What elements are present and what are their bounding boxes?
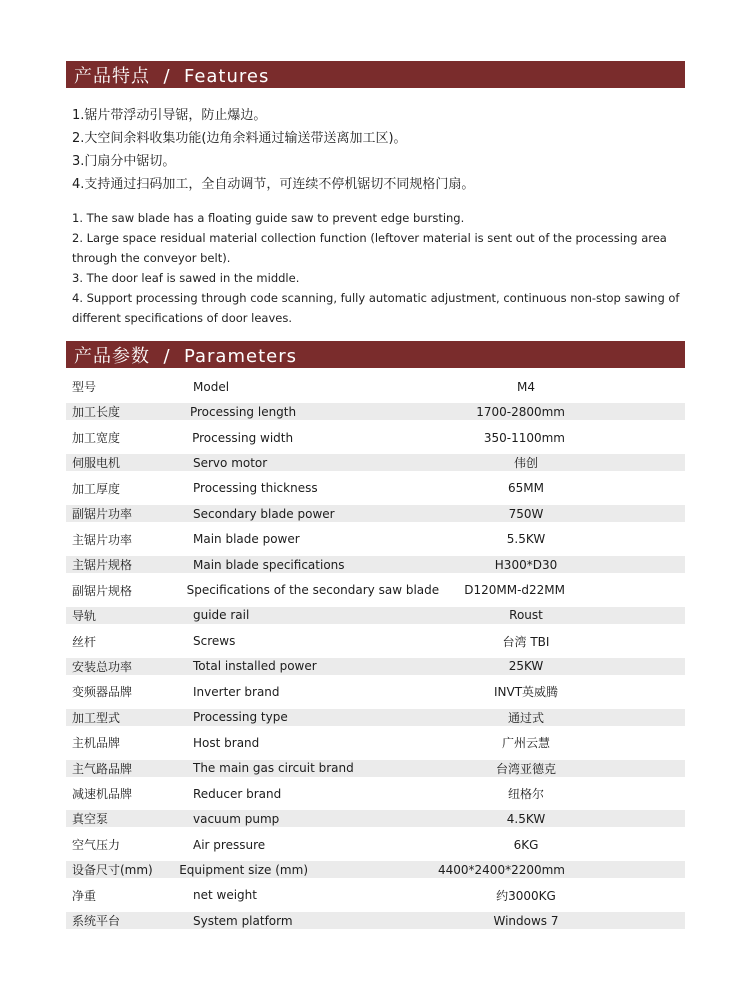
feature-zh-item: 1.锯片带浮动引导锯，防止爆边。 bbox=[72, 108, 267, 123]
param-name-zh: 空气压力 bbox=[72, 838, 121, 853]
table-row bbox=[66, 912, 685, 929]
param-value: M4 bbox=[517, 379, 535, 394]
param-value: 5.5KW bbox=[506, 532, 546, 547]
param-name-en: Main blade specifications bbox=[193, 557, 345, 572]
param-name-en: Specifications of the secondary saw blade bbox=[186, 583, 440, 598]
table-row bbox=[66, 556, 685, 573]
table-row bbox=[66, 628, 685, 653]
param-name-zh: 加工厚度 bbox=[72, 481, 121, 496]
param-name-en: Inverter brand bbox=[193, 684, 280, 699]
feature-zh-item: 2.大空间余料收集功能(边角余料通过输送带送离加工区)。 bbox=[72, 131, 407, 146]
param-name-en: Main blade power bbox=[193, 532, 300, 547]
param-value: 4.5KW bbox=[506, 811, 546, 826]
feature-zh-item: 3.门扇分中锯切。 bbox=[72, 154, 176, 169]
table-row bbox=[66, 374, 685, 399]
param-name-zh: 主机品牌 bbox=[72, 736, 121, 751]
features-heading: 产品特点 / Features bbox=[74, 65, 270, 87]
param-value: 65MM bbox=[508, 481, 544, 496]
table-row bbox=[66, 810, 685, 827]
param-name-en: Reducer brand bbox=[193, 786, 282, 801]
param-name-zh: 加工长度 bbox=[72, 405, 121, 420]
param-name-zh: 加工型式 bbox=[72, 710, 121, 725]
param-name-en: Servo motor bbox=[193, 455, 268, 470]
table-row bbox=[66, 730, 685, 755]
table-row bbox=[66, 476, 685, 501]
param-name-zh: 型号 bbox=[72, 380, 97, 395]
param-name-en: Air pressure bbox=[193, 837, 266, 852]
param-value: H300*D30 bbox=[494, 557, 558, 572]
param-name-zh: 丝杆 bbox=[72, 634, 97, 649]
table-row bbox=[66, 861, 685, 878]
param-name-zh: 加工宽度 bbox=[72, 431, 121, 446]
param-value: D120MM-d22MM bbox=[464, 583, 565, 598]
param-name-en: Equipment size (mm) bbox=[179, 862, 308, 877]
table-row bbox=[66, 658, 685, 675]
param-name-zh: 变频器品牌 bbox=[72, 685, 133, 700]
param-value: 25KW bbox=[508, 659, 544, 674]
feature-en-item: 3. The door leaf is sawed in the middle. bbox=[72, 271, 300, 285]
table-row bbox=[66, 425, 685, 450]
param-name-zh: 伺服电机 bbox=[72, 456, 121, 471]
param-name-en: Total installed power bbox=[193, 659, 317, 674]
param-value: 350-1100mm bbox=[483, 430, 565, 445]
param-name-en: net weight bbox=[193, 888, 257, 903]
table-row bbox=[66, 760, 685, 777]
param-name-en: System platform bbox=[193, 913, 293, 928]
param-value: 约3000KG bbox=[496, 888, 556, 903]
param-name-zh: 导轨 bbox=[72, 608, 97, 623]
param-name-en: Processing width bbox=[192, 430, 294, 445]
table-row bbox=[66, 505, 685, 522]
feature-en-item: 1. The saw blade has a floating guide saw to prevent edge bursting. bbox=[72, 211, 465, 225]
param-name-zh: 主锯片规格 bbox=[72, 558, 133, 573]
table-row bbox=[66, 607, 685, 624]
param-name-zh: 副锯片规格 bbox=[72, 583, 133, 598]
param-name-zh: 净重 bbox=[72, 888, 97, 903]
feature-zh-item: 4.支持通过扫码加工，全自动调节，可连续不停机锯切不同规格门扇。 bbox=[72, 177, 475, 192]
features-zh-list bbox=[72, 104, 682, 196]
table-row bbox=[66, 679, 685, 704]
feature-en-item: 4. Support processing through code scanning, fully automatic adjustment, continuous non-stop sawing of different specifications of door leaves. bbox=[72, 291, 680, 325]
param-value: 750W bbox=[508, 506, 544, 521]
param-value: 广州云慧 bbox=[501, 736, 550, 751]
param-value: Windows 7 bbox=[493, 913, 559, 928]
param-value: 6KG bbox=[513, 837, 539, 852]
table-row bbox=[66, 454, 685, 471]
param-value: 台湾 TBI bbox=[502, 634, 550, 649]
param-value: 通过式 bbox=[507, 710, 544, 725]
param-value: 台湾亚德克 bbox=[495, 761, 556, 776]
parameters-table bbox=[66, 374, 685, 934]
param-name-zh: 系统平台 bbox=[72, 914, 121, 929]
parameters-heading: 产品参数 / Parameters bbox=[74, 345, 297, 367]
param-name-zh: 安装总功率 bbox=[72, 659, 133, 674]
param-name-zh: 真空泵 bbox=[72, 812, 109, 827]
param-name-zh: 设备尺寸(mm) bbox=[72, 863, 153, 878]
param-value: 纽格尔 bbox=[507, 787, 544, 802]
param-name-en: guide rail bbox=[193, 608, 250, 623]
param-name-zh: 主锯片功率 bbox=[72, 532, 133, 547]
features-header bbox=[66, 61, 685, 88]
table-row bbox=[66, 403, 685, 420]
table-row bbox=[66, 578, 685, 603]
param-value: 1700-2800mm bbox=[476, 404, 565, 419]
param-name-zh: 主气路品牌 bbox=[72, 761, 133, 776]
param-name-en: Processing type bbox=[193, 710, 288, 725]
param-value: INVT英威腾 bbox=[493, 685, 559, 700]
param-name-en: Secondary blade power bbox=[193, 506, 335, 521]
param-value: 4400*2400*2200mm bbox=[438, 862, 565, 877]
features-en-list bbox=[72, 208, 684, 328]
param-name-zh: 副锯片功率 bbox=[72, 507, 133, 522]
param-value: 伟创 bbox=[513, 456, 538, 471]
param-value: Roust bbox=[509, 608, 543, 623]
param-name-en: Model bbox=[193, 379, 230, 394]
table-row bbox=[66, 883, 685, 908]
param-name-en: Processing thickness bbox=[193, 481, 318, 496]
param-name-en: The main gas circuit brand bbox=[193, 761, 354, 776]
param-name-zh: 减速机品牌 bbox=[72, 787, 133, 802]
param-name-en: Host brand bbox=[193, 735, 260, 750]
param-name-en: Screws bbox=[193, 634, 236, 649]
table-row bbox=[66, 781, 685, 806]
table-row bbox=[66, 527, 685, 552]
parameters-header bbox=[66, 341, 685, 368]
table-row bbox=[66, 709, 685, 726]
param-name-en: vacuum pump bbox=[193, 811, 280, 826]
param-name-en: Processing length bbox=[189, 404, 297, 419]
table-row bbox=[66, 832, 685, 857]
feature-en-item: 2. Large space residual material collection function (leftover material is sent out of the processing area through the conveyor belt). bbox=[72, 231, 667, 265]
